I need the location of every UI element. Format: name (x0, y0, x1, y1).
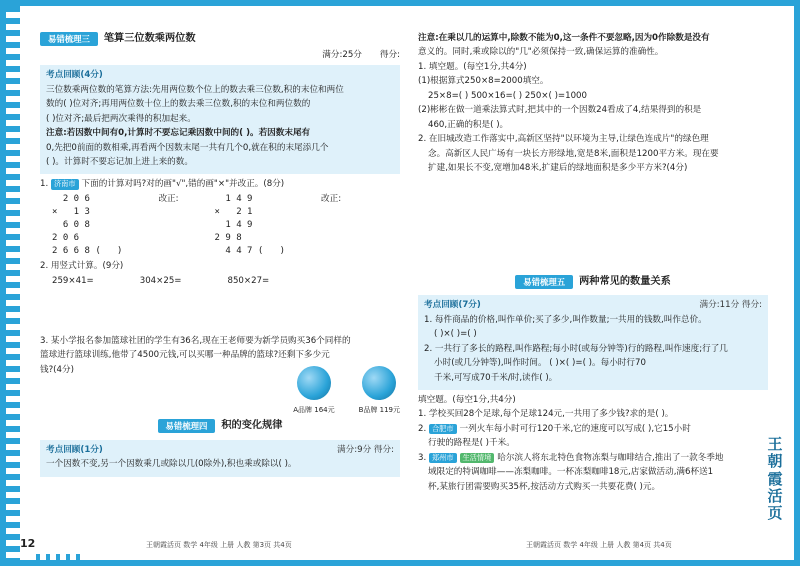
review-line: ( )位对齐;最后把两次乘得的积加起来。 (46, 113, 196, 124)
section-4-title: 积的变化规律 (221, 419, 283, 431)
question-1: 1. 济南市 下面的计算对吗?对的画"√",错的画"×"并改正。(8分) (40, 179, 285, 190)
brand-logo: 王朝霞活页 (767, 435, 783, 522)
review-line: 一个因数不变,另一个因数乘几或除以几(0除外),积也乘或除以( )。 (46, 459, 297, 470)
question-2: 2. 用竖式计算。(9分) (40, 261, 124, 272)
footer-right: 王朝霞活页 数学 4年级 上册 人教 第4页 共4页 (526, 541, 672, 549)
fix-label: 改正: (321, 193, 342, 204)
review-box (40, 65, 400, 174)
page-number: 12 (20, 537, 36, 550)
context-badge: 生活情境 (460, 453, 495, 463)
review-note: ( )。计算时不要忘记加上进上来的数。 (46, 156, 193, 167)
score-got: 得分: (379, 49, 400, 60)
wavy-border (6, 6, 20, 560)
calc-c: 850×27= (227, 275, 270, 286)
fix-label: 改正: (158, 193, 179, 204)
review-note: 0,先把0前面的数相乘,再看两个因数末尾一共有几个0,就在积的末尾添几个 (46, 142, 329, 153)
section-3-banner (40, 32, 400, 47)
score-total: 满分:25分 (322, 49, 362, 60)
calc-a: 259×41= (52, 275, 94, 286)
review-title: 考点回顾 (46, 70, 81, 81)
fill-heading: 1. 填空题。(每空1分,共4分) (418, 61, 527, 72)
decor-bars (36, 554, 80, 560)
review-line: 三位数乘两位数的笔算方法:先用两位数个位上的数去乘三位数,积的末位和两位 (46, 84, 344, 95)
section-3-meta (40, 49, 400, 61)
section-3-title: 笔算三位数乘两位数 (103, 33, 196, 44)
review-points: (4分) (80, 70, 103, 81)
worksheet (6, 6, 794, 560)
review-note: 注意:若因数中间有0,计算时不要忘记乘因数中间的( )。若因数末尾有 (46, 128, 311, 139)
vertical-calc-2: 1 4 9 × 2 1 1 4 9 2 9 8 4 4 7 ( ) (214, 193, 285, 257)
question-3: 篮球进行篮球训练,他带了4500元钱,可以买哪一种品牌的篮球?还剩下多少元 (40, 350, 330, 361)
review-box-5: 考点回顾(7分) 满分:11分 得分: 1. 每件商品的价格,叫作单价;买了多少,叫作数量;一共用的钱数,叫作总价。 ( )×( )=( ) 2. 一共行了多长的路程,叫作路程;每小时(或每分钟等)行的路程,叫作速度;行了几 小时(或几分钟等),叫作时间。 ( )×( )=( )。每小时行70 千米,可写成70千米/时,读作( )。 (418, 295, 768, 390)
city-badge: 合肥市 (429, 424, 457, 434)
review-line: 数的( )位对齐;再用两位数十位上的数去乘三位数,积的末位和两位数的 (46, 99, 311, 110)
footer-left: 王朝霞活页 数学 4年级 上册 人教 第3页 共4页 (146, 541, 292, 549)
vertical-calc-1: 2 0 6 × 1 3 6 0 8 2 0 6 2 6 6 8 ( ) (52, 193, 123, 257)
question-2: 2. 在旧城改造工作落实中,高新区坚持"以环境为主导,让绿色连成片"的绿色理 (418, 134, 709, 145)
calc-b: 304×25= (139, 275, 182, 286)
section-5-title: 两种常见的数量关系 (579, 275, 671, 287)
section-4-banner (40, 419, 400, 434)
left-page (40, 30, 400, 481)
basketball-icon (362, 366, 396, 400)
ball-b-label: B品牌 119元 (358, 405, 400, 414)
right-page: 注意:在乘以几的运算中,除数不能为0,这一条件不要忽略,因为0作除数是没有 意义的。同时,乘或除以的"几"必须保持一致,确保运算的准确性。 1. 填空题。(每空1分,共4分) (1)根据算式250×8=2000填空。 25×8=( ) 500×16=( ) 250×( )=1000 (2)彬彬在做一道乘法算式时,把其中的一个因数24看成了4,结果得到的积是 460,正确的积是( )。 2. 在旧城改造工作落实中,高新区坚持"以环境为主导,让绿色连成片"的绿色理 念。高新区人民广场有一块长方形绿地,宽是8米,面积是1200平方米。现在要 扩建,如果长不变,宽增加48米,扩建后的绿地面积是多少平方米?(4分) 易错梳理五 两种常见的数量关系 考点回顾(7分) 满分:11分 得分: 1. 每件商品的价格,叫作单价;买了多少,叫作数量;一共用的钱数,叫作总价。 ( )×( )=( ) 2. 一共行了多长的路程,叫作路程;每小时(或每分钟等)行的路程,叫作速度;行了几 小时(或几分钟等),叫作时间。 ( )×( )=( )。每小时行70 千米,可写成70千米/时,读作( )。 填空题。(每空1分,共4分) 1. 学校买回28个足球,每个足球124元,一共用了多少钱?求的是( )。 2. 合肥市 一列火车每小时可行120千米,它的速度可以写成( ),它15小时 行驶的路程是( )千米。 3. 郑州市 生活情境 哈尔滨人将东北特色食物冻梨与咖啡结合,推出了一款冬季地 域限定的特调咖啡——冻梨咖啡。一杯冻梨咖啡18元,店家做活动,满6杯送1 杯,某旅行团需要购买35杯,按活动方式购买一共要花费( )元。 (418, 30, 768, 495)
note: 意义的。同时,乘或除以的"几"必须保持一致,确保运算的准确性。 (418, 47, 664, 58)
city-badge: 郑州市 (429, 453, 457, 463)
ball-a-label: A品牌 164元 (293, 405, 335, 414)
section-5-banner (418, 275, 768, 290)
basketball-icon (297, 366, 331, 400)
question-3: 钱?(4分) (40, 364, 74, 375)
review-box-4: 考点回顾(1分) 满分:9分 得分: 一个因数不变,另一个因数乘几或除以几(0除外),积也乘或除以( )。 (40, 440, 400, 477)
question-3: 3. 某小学报名参加篮球社团的学生有36名,现在王老师要为新学员购买36个同样的 (40, 336, 351, 346)
section-5-tag: 易错梳理五 (515, 275, 573, 289)
section-3-tag: 易错梳理三 (40, 32, 98, 46)
section-4-tag: 易错梳理四 (158, 419, 216, 433)
note: 注意:在乘以几的运算中,除数不能为0,这一条件不要忽略,因为0作除数是没有 (418, 33, 710, 43)
city-badge: 济南市 (51, 179, 79, 189)
